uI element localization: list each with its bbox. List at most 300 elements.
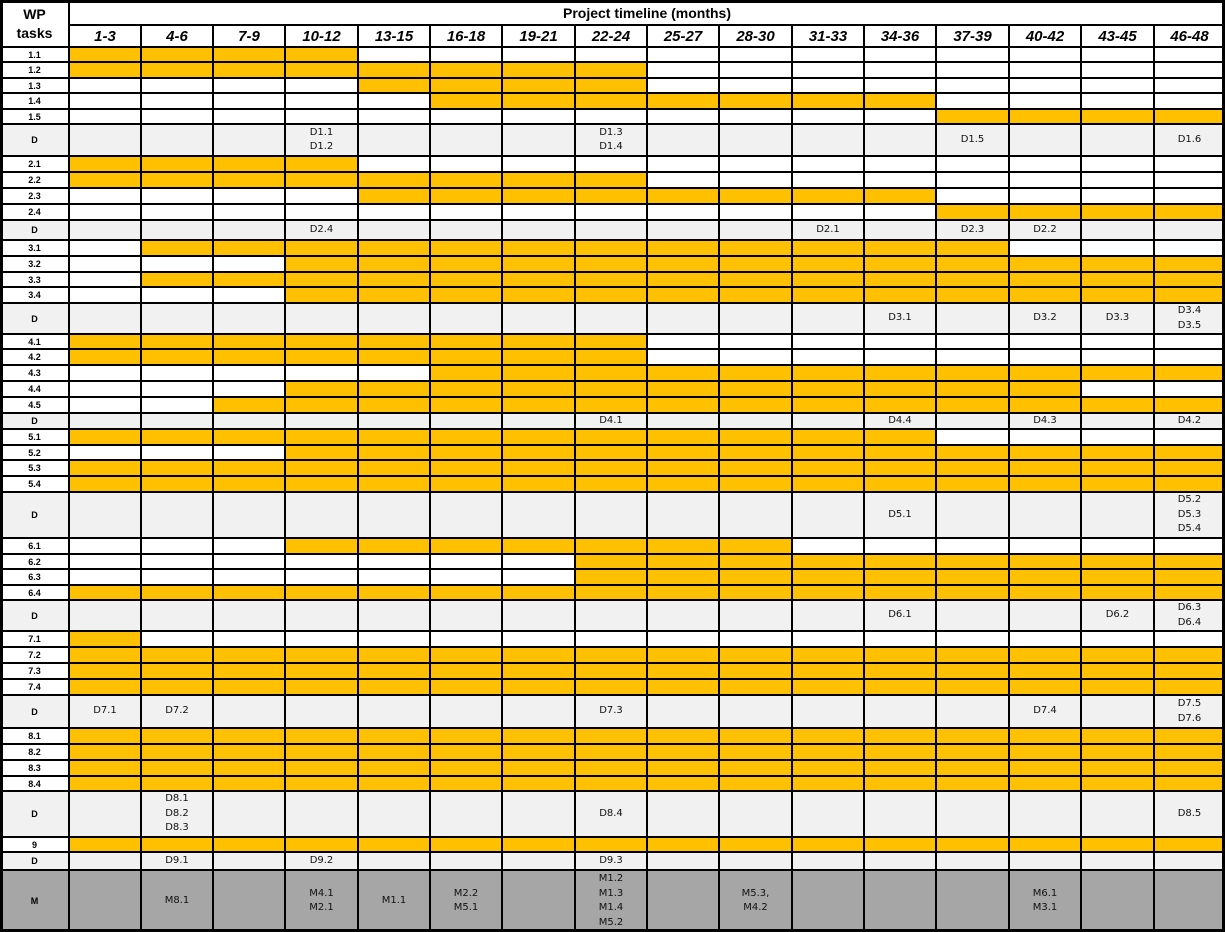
empty-cell: [1081, 172, 1154, 188]
milestone-code: M5.2: [598, 916, 624, 928]
deliverable-cell: [647, 303, 719, 334]
grid-line: [0, 108, 1225, 110]
activity-bar: [719, 647, 792, 663]
milestone-cell: [936, 870, 1009, 932]
empty-cell: [141, 93, 213, 109]
empty-cell: [864, 47, 936, 62]
activity-bar: [936, 240, 1009, 256]
deliverable-cell: [936, 220, 1009, 240]
activity-bar: [358, 760, 430, 776]
deliverable-cell: [1081, 303, 1154, 334]
activity-bar: [864, 445, 936, 460]
task-label: 6.4: [0, 585, 69, 600]
activity-bar: [502, 460, 575, 476]
activity-bar: [213, 647, 285, 663]
empty-cell: [1154, 172, 1225, 188]
activity-bar: [430, 78, 502, 93]
activity-bar: [792, 569, 864, 585]
activity-bar: [719, 93, 792, 109]
activity-bar: [936, 460, 1009, 476]
activity-bar: [213, 429, 285, 445]
activity-bar: [213, 728, 285, 744]
deliverable-code: D4.4: [888, 414, 912, 426]
deliverable-cell: [1081, 413, 1154, 429]
activity-bar: [502, 663, 575, 679]
deliverable-cell: [864, 492, 936, 538]
activity-bar: [1081, 460, 1154, 476]
empty-cell: [141, 445, 213, 460]
activity-bar: [430, 585, 502, 600]
empty-cell: [864, 62, 936, 78]
deliverable-cell: [792, 124, 864, 156]
task-label: 4.5: [0, 397, 69, 413]
activity-bar: [575, 62, 647, 78]
empty-cell: [69, 188, 141, 204]
deliverable-cell: [575, 413, 647, 429]
activity-bar: [430, 538, 502, 554]
period-header: 43-45: [1081, 25, 1154, 47]
period-header: 1-3: [69, 25, 141, 47]
deliverable-code: D5.2: [1177, 494, 1202, 506]
deliverable-cell: [1009, 303, 1081, 334]
activity-bar: [1154, 365, 1225, 381]
task-label: 5.3: [0, 460, 69, 476]
activity-bar: [647, 93, 719, 109]
activity-bar: [792, 287, 864, 303]
activity-bar: [502, 256, 575, 272]
period-header: 7-9: [213, 25, 285, 47]
activity-bar: [1009, 476, 1081, 492]
deliverable-cell: [69, 220, 141, 240]
activity-bar: [936, 365, 1009, 381]
activity-bar: [430, 381, 502, 397]
empty-cell: [792, 47, 864, 62]
deliverable-cell: [575, 600, 647, 631]
activity-bar: [69, 837, 141, 852]
activity-bar: [213, 776, 285, 791]
deliverable-cell: [719, 791, 792, 837]
deliverable-cell: [502, 303, 575, 334]
activity-bar: [1009, 287, 1081, 303]
activity-bar: [719, 240, 792, 256]
activity-bar: [69, 349, 141, 365]
activity-bar: [647, 445, 719, 460]
grid-line: [0, 61, 1225, 63]
deliverable-cell: [719, 695, 792, 728]
activity-bar: [1009, 204, 1081, 220]
empty-cell: [792, 172, 864, 188]
grid-line: [0, 396, 1225, 398]
activity-bar: [719, 554, 792, 569]
grid-line: [0, 333, 1225, 335]
grid-line: [0, 662, 1225, 664]
empty-cell: [285, 204, 358, 220]
activity-bar: [647, 585, 719, 600]
activity-bar: [719, 188, 792, 204]
activity-bar: [575, 334, 647, 349]
activity-bar: [502, 476, 575, 492]
empty-cell: [69, 287, 141, 303]
activity-bar: [719, 445, 792, 460]
deliverable-cell: [285, 791, 358, 837]
deliverable-cell: [1154, 413, 1225, 429]
grid-line: [1008, 25, 1010, 932]
task-label: 6.3: [0, 569, 69, 585]
activity-bar: [1009, 554, 1081, 569]
empty-cell: [936, 334, 1009, 349]
activity-bar: [358, 538, 430, 554]
timeline-title: Project timeline (months): [69, 0, 1225, 25]
activity-bar: [575, 397, 647, 413]
empty-cell: [792, 538, 864, 554]
grid-line: [0, 302, 1225, 304]
activity-bar: [285, 744, 358, 760]
task-label: 7.3: [0, 663, 69, 679]
activity-bar: [575, 93, 647, 109]
milestone-code: M3.1: [1032, 902, 1058, 913]
activity-bar: [285, 172, 358, 188]
deliverable-cell: [358, 852, 430, 870]
activity-bar: [430, 744, 502, 760]
activity-bar: [69, 744, 141, 760]
activity-bar: [358, 62, 430, 78]
grid-line: [0, 203, 1225, 205]
activity-bar: [213, 156, 285, 172]
grid-line: [0, 0, 3, 932]
deliverable-cell: [792, 303, 864, 334]
deliverable-code: D3.1: [888, 312, 912, 324]
activity-bar: [647, 647, 719, 663]
empty-cell: [647, 109, 719, 124]
grid-line: [212, 25, 214, 932]
activity-bar: [719, 397, 792, 413]
empty-cell: [213, 256, 285, 272]
deliverable-cell: [69, 852, 141, 870]
activity-bar: [864, 272, 936, 287]
empty-cell: [792, 109, 864, 124]
activity-bar: [430, 272, 502, 287]
activity-bar: [285, 776, 358, 791]
deliverable-code: D4.2: [1177, 414, 1202, 426]
activity-bar: [502, 172, 575, 188]
activity-bar: [864, 397, 936, 413]
empty-cell: [69, 93, 141, 109]
milestone-cell: [864, 870, 936, 932]
activity-bar: [1009, 256, 1081, 272]
empty-cell: [430, 109, 502, 124]
period-header: 34-36: [864, 25, 936, 47]
deliverable-cell: [430, 413, 502, 429]
activity-bar: [936, 663, 1009, 679]
empty-cell: [1009, 240, 1081, 256]
activity-bar: [358, 272, 430, 287]
task-label: 6.2: [0, 554, 69, 569]
empty-cell: [69, 365, 141, 381]
activity-bar: [285, 460, 358, 476]
deliverable-cell: [502, 600, 575, 631]
activity-bar: [213, 397, 285, 413]
deliverable-cell: [141, 220, 213, 240]
activity-bar: [213, 679, 285, 695]
activity-bar: [69, 776, 141, 791]
activity-bar: [502, 744, 575, 760]
empty-cell: [864, 78, 936, 93]
empty-cell: [141, 256, 213, 272]
deliverable-cell: [141, 852, 213, 870]
empty-cell: [1081, 156, 1154, 172]
activity-bar: [358, 188, 430, 204]
activity-bar: [792, 585, 864, 600]
activity-bar: [213, 663, 285, 679]
empty-cell: [358, 156, 430, 172]
activity-bar: [575, 365, 647, 381]
activity-bar: [575, 728, 647, 744]
milestone-code: M5.1: [453, 902, 479, 913]
deliverable-cell: [1009, 695, 1081, 728]
deliverable-cell: [792, 695, 864, 728]
deliverable-code: D2.3: [960, 223, 985, 235]
activity-bar: [502, 679, 575, 695]
deliverable-code: D2.4: [309, 223, 334, 235]
deliverable-cell: [1154, 303, 1225, 334]
activity-bar: [502, 381, 575, 397]
milestone-code: M2.2: [453, 887, 479, 899]
activity-bar: [1154, 204, 1225, 220]
activity-bar: [719, 744, 792, 760]
deliverable-code: D6.3: [1177, 602, 1202, 613]
activity-bar: [502, 349, 575, 365]
activity-bar: [719, 569, 792, 585]
task-label: 5.1: [0, 429, 69, 445]
activity-bar: [69, 728, 141, 744]
activity-bar: [502, 93, 575, 109]
activity-bar: [69, 585, 141, 600]
activity-bar: [864, 429, 936, 445]
grid-line: [0, 491, 1225, 493]
deliverable-cell: [1154, 791, 1225, 837]
activity-bar: [213, 47, 285, 62]
deliverable-cell: [864, 303, 936, 334]
activity-bar: [647, 776, 719, 791]
empty-cell: [358, 109, 430, 124]
activity-bar: [285, 272, 358, 287]
activity-bar: [936, 476, 1009, 492]
deliverable-cell: [575, 791, 647, 837]
grid-line: [0, 553, 1225, 555]
grid-line: [646, 25, 648, 932]
activity-bar: [864, 776, 936, 791]
activity-bar: [719, 760, 792, 776]
activity-bar: [864, 240, 936, 256]
deliverable-code: D3.5: [1177, 319, 1202, 331]
empty-cell: [1009, 334, 1081, 349]
activity-bar: [719, 663, 792, 679]
activity-bar: [285, 663, 358, 679]
empty-cell: [1154, 156, 1225, 172]
empty-cell: [1081, 47, 1154, 62]
activity-bar: [1081, 204, 1154, 220]
deliverable-cell: [1009, 413, 1081, 429]
empty-cell: [69, 109, 141, 124]
activity-bar: [141, 156, 213, 172]
activity-bar: [213, 349, 285, 365]
activity-bar: [285, 837, 358, 852]
deliverable-cell: [647, 413, 719, 429]
activity-bar: [1009, 728, 1081, 744]
grid-line: [0, 630, 1225, 632]
activity-bar: [69, 663, 141, 679]
activity-bar: [358, 240, 430, 256]
activity-bar: [864, 728, 936, 744]
activity-bar: [358, 776, 430, 791]
grid-line: [0, 475, 1225, 477]
empty-cell: [285, 78, 358, 93]
empty-cell: [792, 334, 864, 349]
activity-bar: [864, 476, 936, 492]
deliverable-cell: [1154, 695, 1225, 728]
empty-cell: [719, 204, 792, 220]
activity-bar: [141, 47, 213, 62]
activity-bar: [141, 460, 213, 476]
empty-cell: [69, 256, 141, 272]
deliverable-cell: [141, 695, 213, 728]
deliverable-cell: [1081, 600, 1154, 631]
activity-bar: [502, 365, 575, 381]
deliverable-code: D8.1: [165, 793, 189, 805]
deliverable-cell: [69, 600, 141, 631]
activity-bar: [1081, 679, 1154, 695]
activity-bar: [1081, 744, 1154, 760]
empty-cell: [647, 334, 719, 349]
activity-bar: [864, 760, 936, 776]
activity-bar: [864, 569, 936, 585]
empty-cell: [575, 109, 647, 124]
activity-bar: [936, 256, 1009, 272]
grid-line: [501, 25, 503, 932]
grid-line: [0, 459, 1225, 461]
deliverable-cell: [141, 791, 213, 837]
activity-bar: [792, 188, 864, 204]
empty-cell: [1154, 188, 1225, 204]
deliverables-label: D: [0, 600, 69, 631]
activity-bar: [285, 585, 358, 600]
activity-bar: [141, 429, 213, 445]
empty-cell: [213, 188, 285, 204]
empty-cell: [213, 631, 285, 647]
activity-bar: [285, 728, 358, 744]
deliverable-cell: [285, 303, 358, 334]
empty-cell: [213, 78, 285, 93]
activity-bar: [575, 240, 647, 256]
grid-line: [0, 348, 1225, 350]
activity-bar: [647, 760, 719, 776]
activity-bar: [69, 631, 141, 647]
activity-bar: [213, 760, 285, 776]
task-label: 1.3: [0, 78, 69, 93]
activity-bar: [213, 240, 285, 256]
deliverable-cell: [719, 413, 792, 429]
milestone-code: M1.1: [381, 894, 407, 906]
empty-cell: [647, 47, 719, 62]
activity-bar: [647, 663, 719, 679]
activity-bar: [936, 585, 1009, 600]
activity-bar: [719, 837, 792, 852]
deliverable-cell: [647, 220, 719, 240]
activity-bar: [1009, 381, 1081, 397]
milestone-cell: [1009, 870, 1081, 932]
grid-line: [0, 836, 1225, 838]
activity-bar: [1009, 460, 1081, 476]
empty-cell: [69, 397, 141, 413]
activity-bar: [792, 679, 864, 695]
deliverable-code: D2.1: [816, 223, 840, 235]
deliverable-cell: [430, 600, 502, 631]
deliverable-cell: [69, 695, 141, 728]
empty-cell: [358, 365, 430, 381]
deliverable-code: D8.4: [599, 807, 623, 819]
activity-bar: [502, 78, 575, 93]
grid-line: [357, 25, 359, 932]
deliverable-cell: [358, 124, 430, 156]
empty-cell: [1154, 349, 1225, 365]
activity-bar: [430, 397, 502, 413]
empty-cell: [69, 240, 141, 256]
deliverable-code: D8.3: [165, 822, 189, 834]
grid-line: [0, 428, 1225, 430]
activity-bar: [1009, 744, 1081, 760]
grid-line: [284, 25, 286, 932]
deliverable-cell: [502, 695, 575, 728]
activity-bar: [141, 272, 213, 287]
activity-bar: [213, 62, 285, 78]
empty-cell: [1009, 172, 1081, 188]
activity-bar: [936, 837, 1009, 852]
deliverable-cell: [358, 695, 430, 728]
activity-bar: [1154, 476, 1225, 492]
deliverable-cell: [69, 492, 141, 538]
period-header: 37-39: [936, 25, 1009, 47]
activity-bar: [1009, 837, 1081, 852]
activity-bar: [213, 476, 285, 492]
activity-bar: [575, 554, 647, 569]
activity-bar: [647, 476, 719, 492]
deliverables-label: D: [0, 220, 69, 240]
empty-cell: [213, 569, 285, 585]
empty-cell: [1154, 62, 1225, 78]
task-label: 8.4: [0, 776, 69, 791]
activity-bar: [1009, 272, 1081, 287]
deliverable-code: D3.4: [1177, 305, 1202, 316]
activity-bar: [647, 256, 719, 272]
deliverable-code: D3.3: [1105, 312, 1130, 324]
activity-bar: [141, 728, 213, 744]
grid-line: [0, 271, 1225, 273]
deliverable-cell: [1009, 124, 1081, 156]
activity-bar: [358, 397, 430, 413]
empty-cell: [502, 569, 575, 585]
deliverable-cell: [1154, 852, 1225, 870]
milestone-cell: [647, 870, 719, 932]
activity-bar: [1081, 728, 1154, 744]
activity-bar: [1154, 460, 1225, 476]
activity-bar: [936, 776, 1009, 791]
milestone-code: M4.2: [743, 902, 768, 913]
activity-bar: [1081, 585, 1154, 600]
activity-bar: [936, 397, 1009, 413]
activity-bar: [213, 585, 285, 600]
period-header: 31-33: [792, 25, 864, 47]
activity-bar: [575, 78, 647, 93]
